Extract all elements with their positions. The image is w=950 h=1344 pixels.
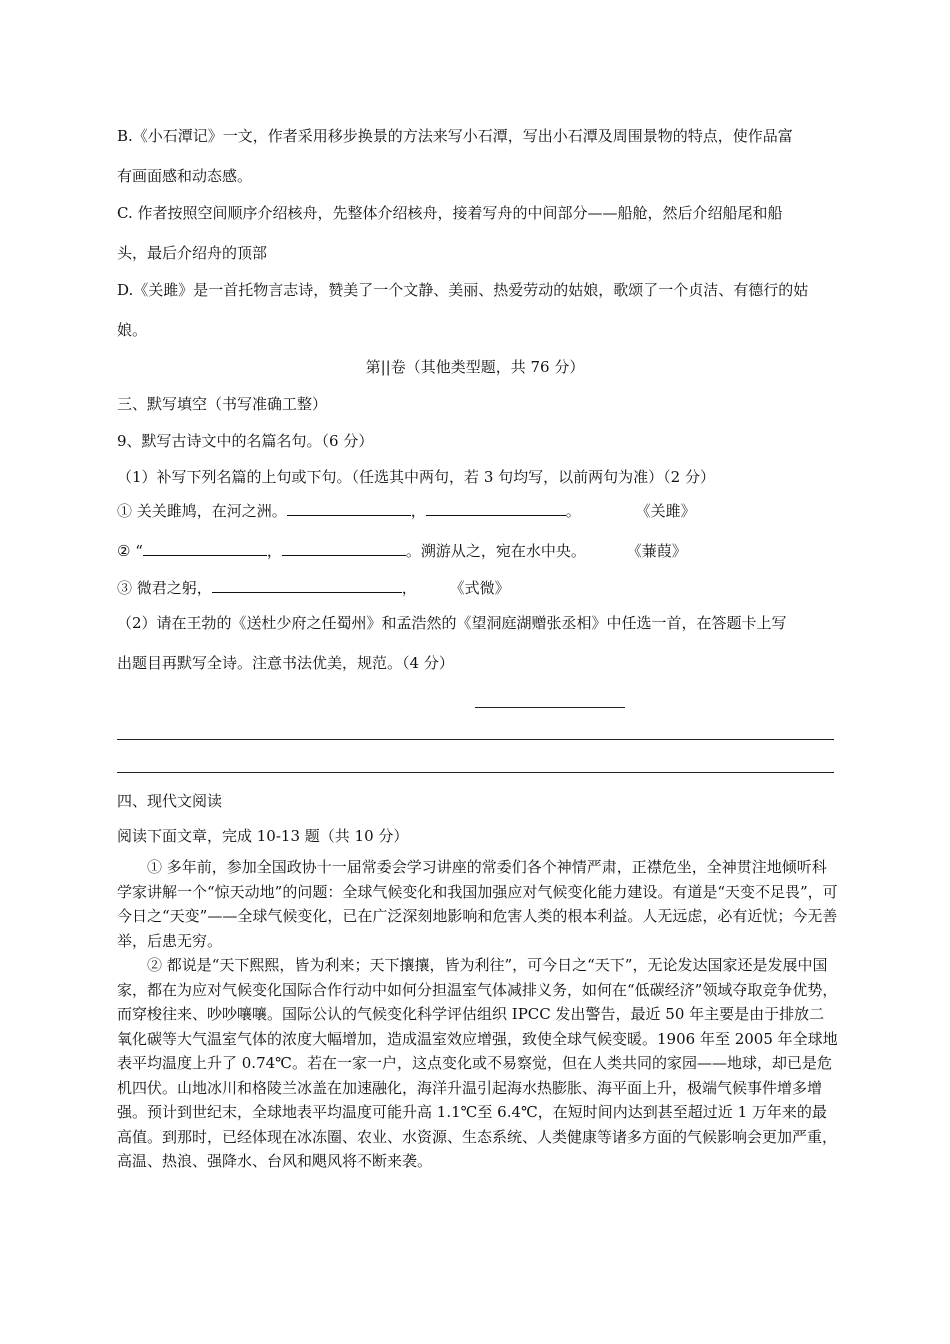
fill-item-2-open: ② “	[117, 542, 143, 560]
question-9-part2-line2: 出题目再默写全诗。注意书法优美，规范。（4 分）	[117, 654, 454, 672]
fill-item-2-comma: ，	[266, 542, 282, 560]
fill-item-1-end: 。	[565, 502, 581, 520]
question-9-part2-line1: （2）请在王勃的《送杜少府之任蜀州》和孟浩然的《望洞庭湖赠张丞相》中任选一首，在答题卡上写	[117, 614, 787, 632]
option-b-line1: B.《小石潭记》一文，作者采用移步换景的方法来写小石潭，写出小石潭及周围景物的特点，使作品富	[117, 127, 793, 145]
writing-line-2[interactable]	[117, 772, 834, 773]
answer-blank-2a[interactable]	[143, 540, 267, 556]
question-9-part1: （1）补写下列名篇的上句或下句。（任选其中两句，若 3 句均写，以前两句为准）（2 分）	[117, 468, 715, 486]
section-4-heading: 四、现代文阅读	[117, 792, 223, 810]
answer-blank-2b[interactable]	[282, 540, 406, 556]
fill-item-1-comma: ，	[410, 502, 426, 520]
question-9: 9、默写古诗文中的名篇名句。（6 分）	[117, 432, 374, 450]
answer-blank-1a[interactable]	[287, 500, 411, 516]
option-c-line1: C. 作者按照空间顺序介绍核舟，先整体介绍核舟，接着写舟的中间部分——船舱，然后介绍船尾和船	[117, 204, 783, 222]
fill-item-3-comma: ，	[401, 579, 417, 597]
option-d-line2: 娘。	[117, 321, 148, 339]
volume-2-title: 第||卷（其他类型题，共 76 分）	[365, 358, 585, 376]
option-d-line1: D.《关雎》是一首托物言志诗，赞美了一个文静、美丽、热爱劳动的姑娘，歌颂了一个贞洁、有德行的姑	[117, 281, 809, 299]
answer-blank-3[interactable]	[212, 577, 402, 593]
passage-paragraph-2: ② 都说是“天下熙熙，皆为利来；天下攘攘，皆为利往”，可今日之“天下”，无论发达国家还是发展中国家，都在为应对气候变化国际合作行动中如何分担温室气体减排义务，如何在“低碳经济”领域夺取竞争优势，而穿梭往来、吵吵嚷嚷。国际公认的气候变化科学评估组织 IPCC 发出警告，最近 50 年主要是由于排放二氧化碳等大气温室气体的浓度大幅增加，造成温室效应增强，致使全球气候变暖。1906 年至 2005 年全球地表平均温度上升了 0.74℃。若在一家一户，这点变化或不易察觉，但在人类共同的家园——地球，却已是危机四伏。山地冰川和格陵兰冰盖在加速融化，海洋升温引起海水热膨胀、海平面上升，极端气候事件增多增强。预计到世纪末，全球地表平均温度可能升高 1.1℃至 6.4℃，在短时间内达到甚至超过近 1 万年来的最高值。到那时，已经体现在冰冻圈、农业、水资源、生态系统、人类健康等诸多方面的气候影响会更加严重，高温、热浪、强降水、台风和飓风将不断来袭。	[117, 956, 838, 1170]
passage-paragraph-1: ① 多年前，参加全国政协十一届常委会学习讲座的常委们各个神情严肃，正襟危坐，全神贯注地倾听科学家讲解一个“惊天动地”的问题：全球气候变化和我国加强应对气候变化能力建设。有道是“天变不足畏”，可今日之“天变”——全球气候变化，已在广泛深刻地影响和危害人类的根本利益。人无远虑，必有近忧；今无善举，后患无穷。	[117, 858, 838, 950]
fill-item-3	[117, 577, 510, 598]
option-c-line2: 头，最后介绍舟的顶部	[117, 244, 268, 262]
writing-line-short[interactable]	[475, 707, 625, 708]
fill-item-2-text: 。溯游从之，宛在水中央。	[405, 542, 586, 560]
fill-item-2-source: 《蒹葭》	[626, 542, 687, 560]
option-b-line2: 有画面感和动态感。	[117, 167, 253, 185]
reading-instruction: 阅读下面文章，完成 10-13 题（共 10 分）	[117, 827, 409, 845]
section-3-heading: 三、默写填空（书写准确工整）	[117, 395, 328, 413]
fill-item-2	[117, 540, 687, 561]
fill-item-3-text: ③ 微君之躬，	[117, 579, 212, 597]
writing-line-1[interactable]	[117, 739, 834, 740]
fill-item-1-text: ① 关关雎鸠，在河之洲。	[117, 502, 287, 520]
answer-blank-1b[interactable]	[426, 500, 566, 516]
fill-item-1-source: 《关雎》	[635, 502, 696, 520]
fill-item-3-source: 《式微》	[449, 579, 510, 597]
fill-item-1	[117, 500, 696, 521]
reading-passage	[117, 855, 839, 1174]
